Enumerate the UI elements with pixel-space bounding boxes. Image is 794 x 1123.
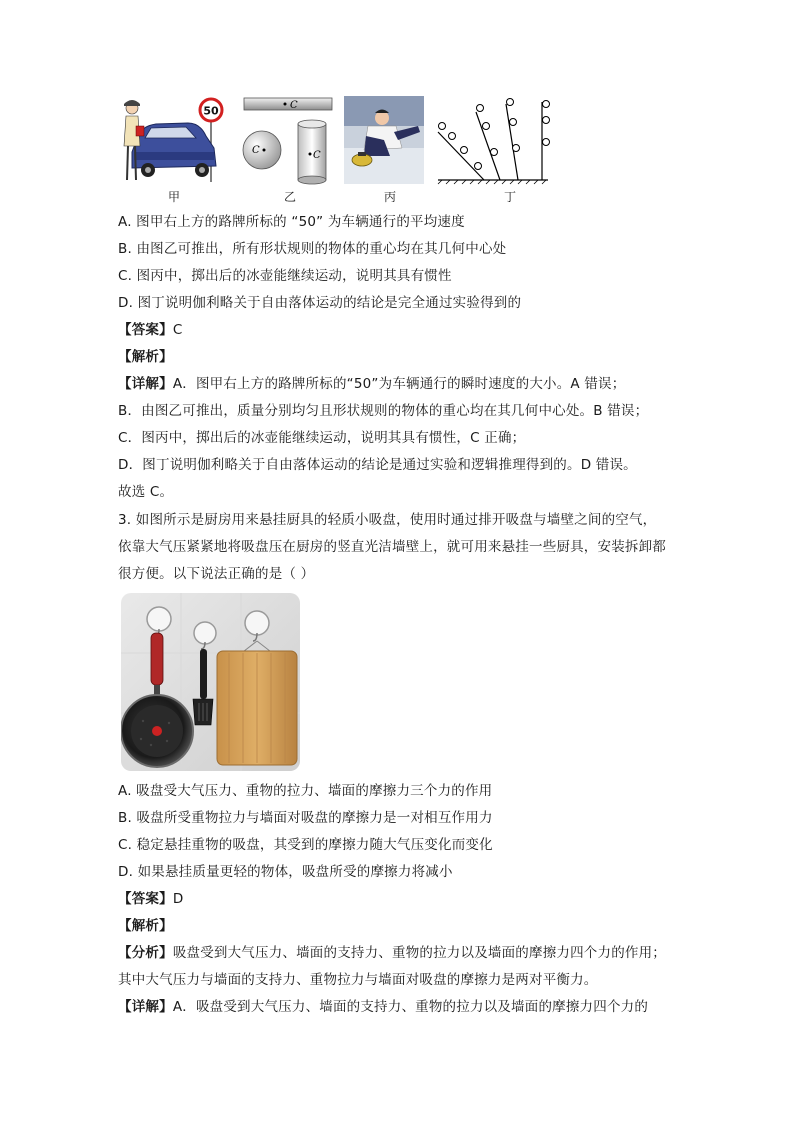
q3-fenxi-text-1: 吸盘受到大气压力、墙面的支持力、重物的拉力以及墙面的摩擦力四个力的作用； [172, 945, 667, 961]
figure-label-jia: 甲 [168, 190, 181, 204]
q3-detail-tag: 【详解】 [118, 999, 173, 1015]
q3-answer-tag: 【答案】 [118, 891, 173, 907]
q2-answer-tag: 【答案】 [118, 322, 173, 338]
q3-stem-line-1: 3. 如图所示是厨房用来悬挂厨具的轻质小吸盘，使用时通过排开吸盘与墙壁之间的空气， [118, 512, 657, 528]
figure-label-bing: 丙 [384, 190, 397, 204]
figure-label-ding: 丁 [504, 190, 517, 204]
q3-analysis-heading [118, 916, 173, 936]
q3-fenxi-line-2: 其中大气压力与墙面的支持力、重物拉力与墙面对吸盘的摩擦力是两对平衡力。 [118, 972, 598, 988]
q3-fenxi-line-1 [118, 943, 666, 963]
bar-center-label: C [290, 100, 298, 111]
q3-stem-line-2: 依靠大气压紧紧地将吸盘压在厨房的竖直光洁墙壁上，就可用来悬挂一些厨具，安装拆卸都 [118, 539, 666, 555]
q2-option-c: C. 图丙中，掷出后的冰壶能继续运动，说明其具有惯性 [118, 268, 452, 284]
q2-analysis-heading [118, 347, 173, 367]
q3-answer [118, 889, 183, 909]
cylinder-center-label: C [313, 150, 321, 161]
q3-option-c: C. 稳定悬挂重物的吸盘，其受到的摩擦力随大气压变化而变化 [118, 837, 493, 853]
q2-detail-tag: 【详解】 [118, 376, 173, 392]
q3-option-d: D. 如果悬挂质量更轻的物体，吸盘所受的摩擦力将减小 [118, 864, 453, 880]
ball-center-label: C [252, 145, 260, 156]
q2-detail-line-2: B．由图乙可推出，质量分别均匀且形状规则的物体的重心均在其几何中心处。B 错误； [118, 403, 649, 419]
q3-detail-text-1: A．吸盘受到大气压力、墙面的支持力、重物的拉力以及墙面的摩擦力四个力的 [172, 999, 649, 1015]
q3-fenxi-tag: 【分析】 [118, 945, 173, 961]
figure-bing-curling-image [344, 96, 424, 184]
q2-detail-line-1 [118, 374, 625, 394]
q2-conclusion: 故选 C。 [118, 484, 174, 500]
q2-detail-line-3: C．图丙中，掷出后的冰壶能继续运动，说明其具有惯性，C 正确； [118, 430, 526, 446]
q3-analysis-tag: 【解析】 [118, 918, 173, 934]
figure-strip [118, 96, 558, 204]
q2-answer [118, 320, 182, 340]
q2-detail-text-1: A．图甲右上方的路牌所标的“50”为车辆通行的瞬时速度的大小。A 错误； [172, 376, 626, 392]
q2-analysis-tag: 【解析】 [118, 349, 173, 365]
figure-label-yi: 乙 [284, 190, 297, 204]
q2-option-a: A. 图甲右上方的路牌所标的 “50” 为车辆通行的平均速度 [118, 214, 465, 230]
figure-jia-car-image [118, 96, 226, 186]
q2-option-d: D. 图丁说明伽利略关于自由落体运动的结论是完全通过实验得到的 [118, 295, 522, 311]
q3-stem-line-3: 很方便。以下说法正确的是（ ） [118, 566, 315, 582]
q2-detail-line-4: D．图丁说明伽利略关于自由落体运动的结论是通过实验和逻辑推理得到的。D 错误。 [118, 457, 637, 473]
q3-suction-hooks-photo [121, 593, 300, 771]
q2-option-b: B. 由图乙可推出，所有形状规则的物体的重心均在其几何中心处 [118, 241, 507, 257]
figure-ding-inclines-image [436, 96, 552, 186]
q3-option-b: B. 吸盘所受重物拉力与墙面对吸盘的摩擦力是一对相互作用力 [118, 810, 493, 826]
figure-yi-centers-image [242, 96, 336, 188]
q3-answer-value: D [172, 891, 184, 907]
q3-option-a: A. 吸盘受大气压力、重物的拉力、墙面的摩擦力三个力的作用 [118, 783, 493, 799]
speed-sign-text: 50 [203, 104, 219, 118]
q2-answer-value: C [172, 322, 183, 338]
q3-detail-line-1 [118, 997, 648, 1017]
